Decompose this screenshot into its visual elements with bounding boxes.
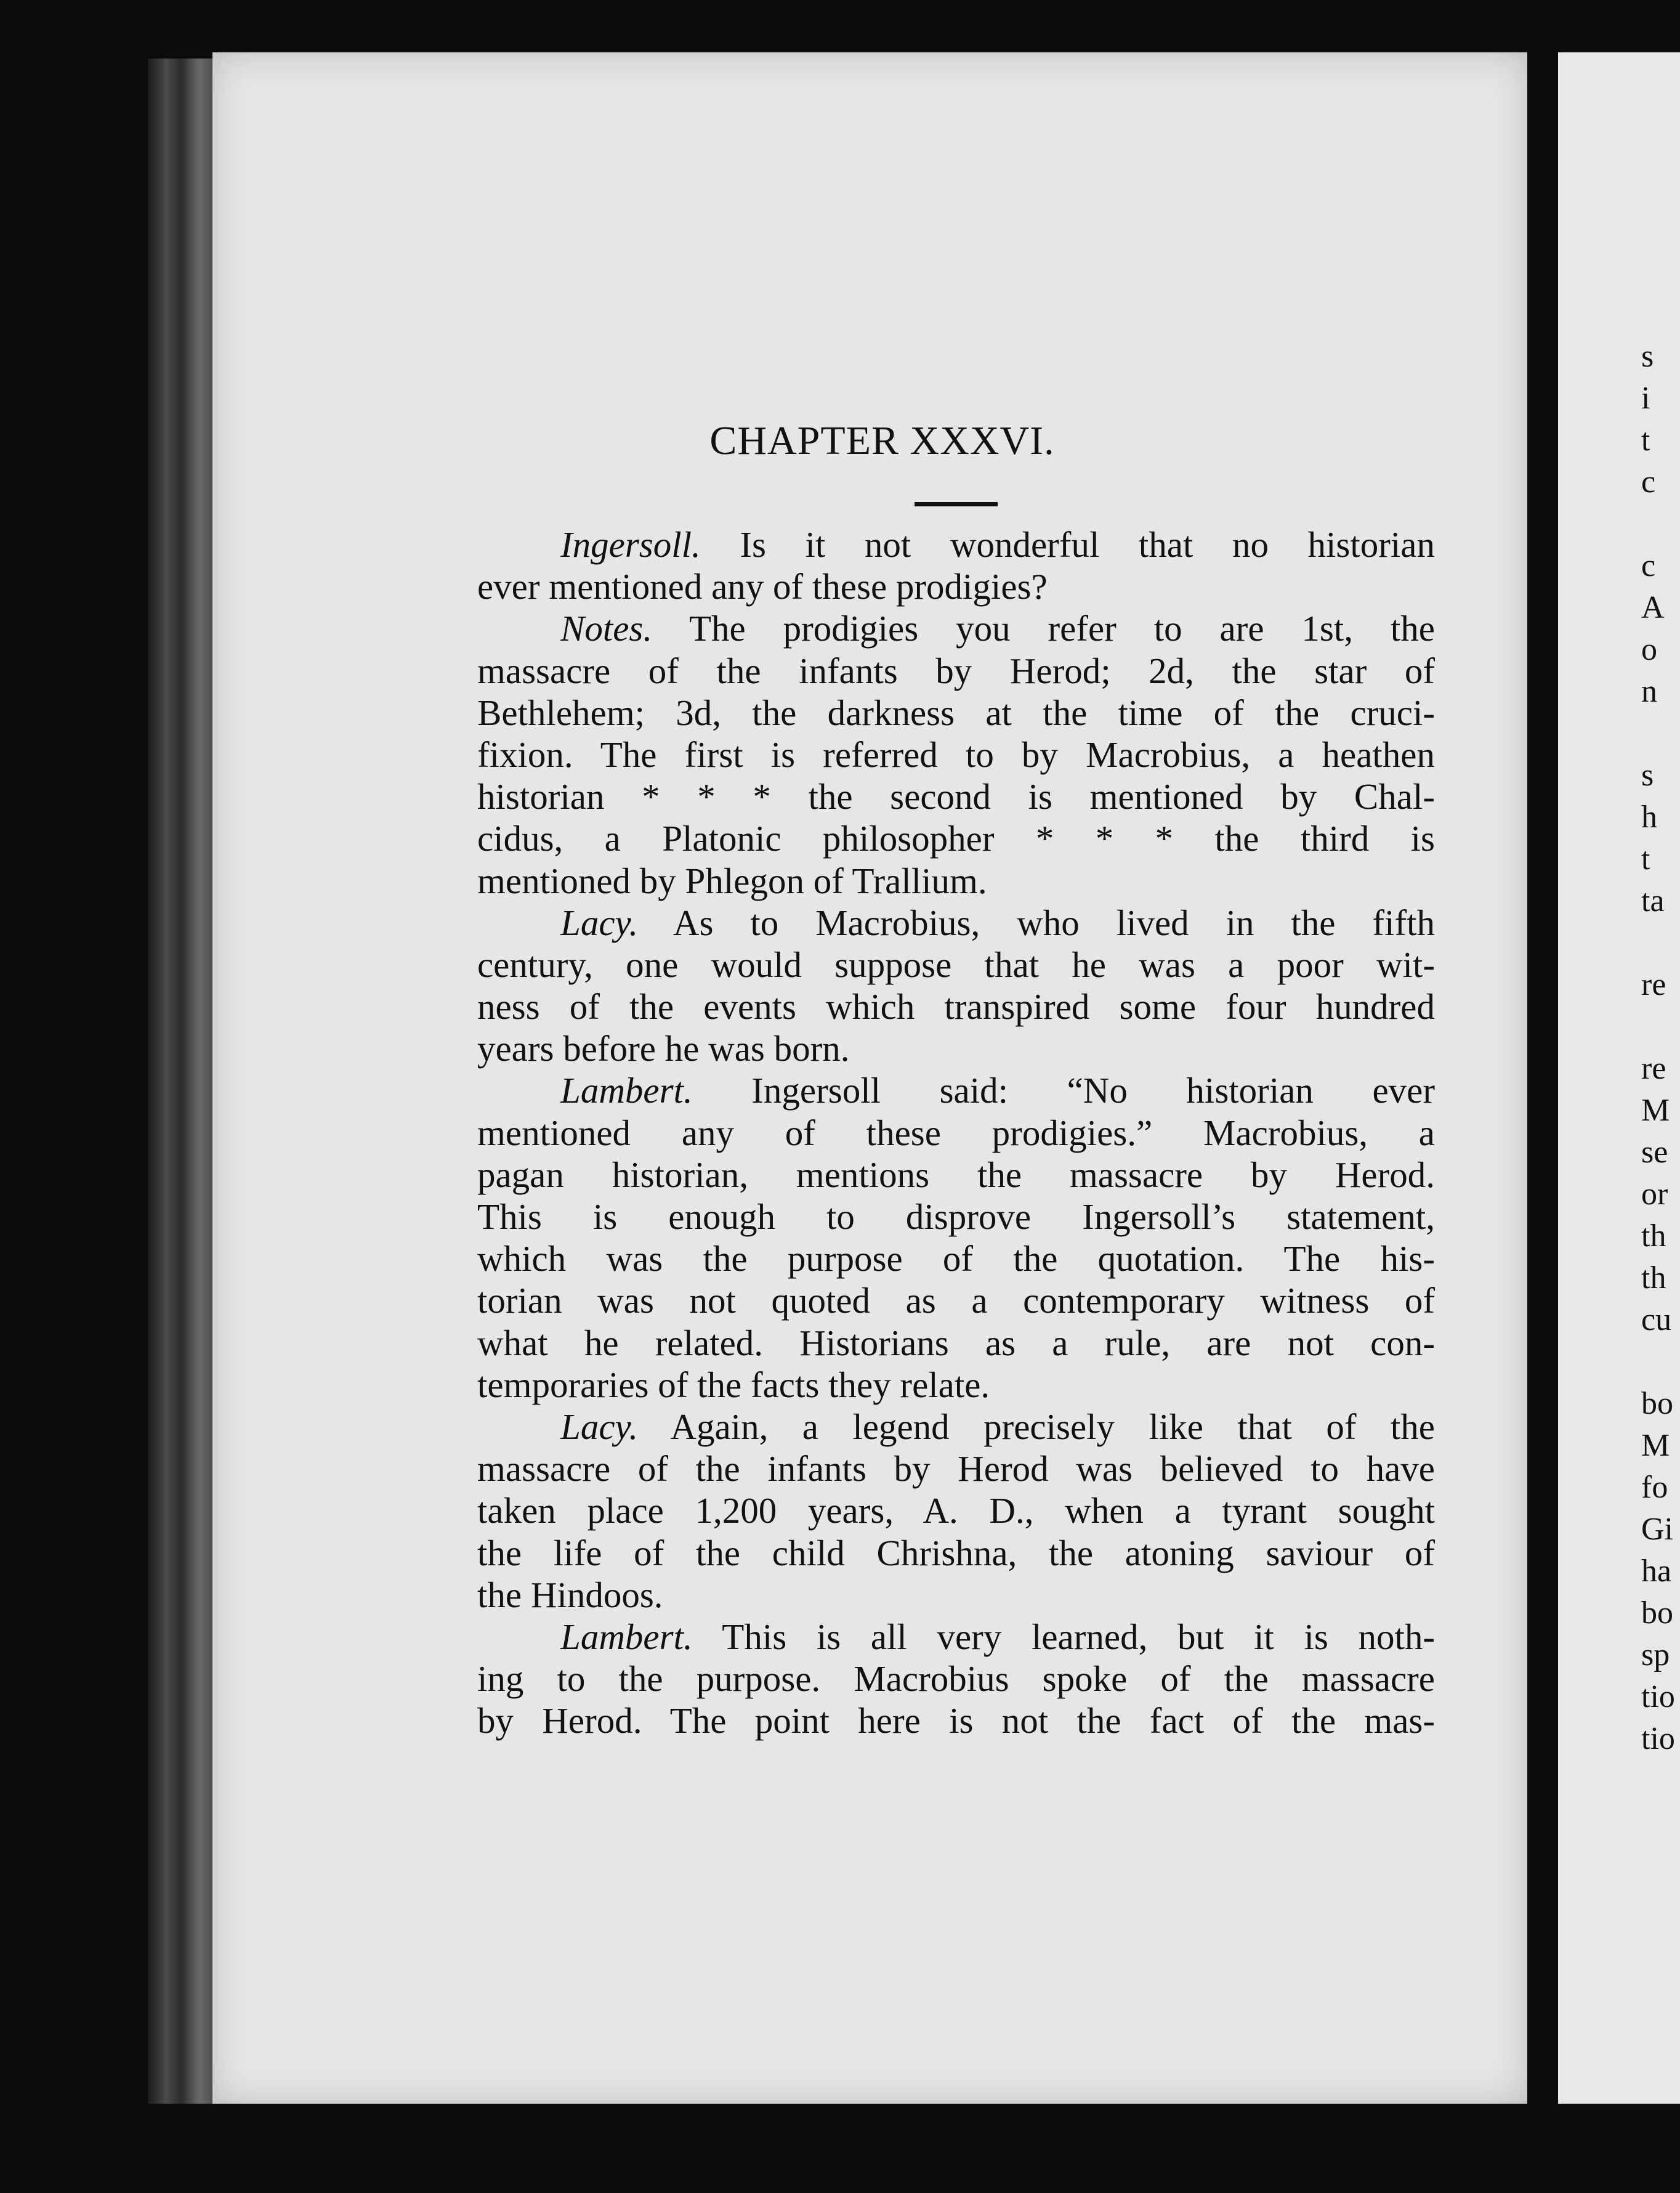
adjacent-fragment (1641, 713, 1675, 755)
line-text: what he related. Historians as a rule, are not con- (477, 1322, 1435, 1363)
line-text: The prodigies you refer to are 1st, the (652, 608, 1435, 649)
line-text: pagan historian, mentions the massacre by Herod. (477, 1154, 1435, 1195)
text-line (477, 734, 1435, 776)
line-text: torian was not quoted as a contemporary witness of (477, 1280, 1435, 1321)
line-text: ever mentioned any of these prodigies? (477, 566, 1048, 607)
text-line (477, 776, 1435, 817)
adjacent-fragment: re (1641, 1051, 1666, 1086)
line-text: Is it not wonderful that no historian (700, 524, 1435, 565)
line-text: Again, a legend precisely like that of the (638, 1406, 1435, 1447)
text-line (477, 1364, 1435, 1406)
text-line (477, 692, 1435, 734)
text-line (477, 860, 1435, 902)
adjacent-fragment: tio (1641, 1721, 1675, 1756)
adjacent-fragment: t (1641, 841, 1650, 877)
adjacent-fragment (1641, 503, 1675, 545)
line-text: temporaries of the facts they relate. (477, 1364, 990, 1405)
line-text: by Herod. The point here is not the fact of the mas- (477, 1700, 1435, 1741)
adjacent-fragment: th (1641, 1218, 1666, 1254)
adjacent-fragment: re (1641, 967, 1666, 1002)
adjacent-fragment: th (1641, 1260, 1666, 1295)
text-line (477, 1279, 1435, 1321)
line-text: fixion. The first is referred to by Macrobius, a heathen (477, 734, 1435, 775)
text-line (477, 902, 1435, 944)
adjacent-fragment: c (1641, 464, 1656, 500)
line-text: massacre of the infants by Herod was believed to have (477, 1448, 1435, 1490)
adjacent-fragment: t (1641, 423, 1650, 458)
adjacent-fragment: c (1641, 548, 1656, 583)
adjacent-fragment: n (1641, 674, 1657, 709)
adjacent-fragment: s (1641, 758, 1654, 793)
book-binding (148, 59, 222, 2104)
text-line (477, 1700, 1435, 1741)
text-line (477, 524, 1435, 565)
text-line (477, 1322, 1435, 1364)
text-line (477, 817, 1435, 859)
line-text: ness of the events which transpired some four hundred (477, 986, 1435, 1028)
text-line (477, 1112, 1435, 1154)
text-line (477, 1448, 1435, 1490)
text-line (477, 944, 1435, 986)
adjacent-fragment: M (1641, 1093, 1670, 1128)
adjacent-fragment: ta (1641, 883, 1665, 918)
adjacent-page-text (1641, 336, 1675, 1760)
text-line (477, 986, 1435, 1028)
speaker-name: Lambert. (560, 1070, 693, 1111)
text-line (477, 1490, 1435, 1531)
line-text: the life of the child Chrishna, the atoning saviour of (477, 1532, 1435, 1573)
line-text: This is all very learned, but it is noth- (692, 1616, 1435, 1657)
line-text: As to Macrobius, who lived in the fifth (638, 902, 1435, 943)
adjacent-fragment: or (1641, 1177, 1668, 1212)
adjacent-fragment: fo (1641, 1470, 1668, 1505)
text-line (477, 1238, 1435, 1279)
text-line (477, 1154, 1435, 1196)
line-text: century, one would suppose that he was a poor wit- (477, 944, 1435, 985)
adjacent-fragment: o (1641, 632, 1657, 667)
line-text: ing to the purpose. Macrobius spoke of the massacre (477, 1658, 1435, 1700)
adjacent-fragment: h (1641, 800, 1657, 835)
line-text: This is enough to disprove Ingersoll’s statement, (477, 1196, 1435, 1237)
chapter-title: CHAPTER XXXVI. (709, 418, 1055, 463)
text-line (477, 1532, 1435, 1574)
line-text: the Hindoos. (477, 1574, 663, 1615)
adjacent-fragment: cu (1641, 1302, 1672, 1337)
speaker-name: Notes. (560, 608, 653, 649)
speaker-name: Lambert. (560, 1616, 693, 1657)
text-line (477, 1658, 1435, 1700)
text-line (477, 650, 1435, 692)
adjacent-fragment: ha (1641, 1554, 1672, 1589)
adjacent-fragment: Gi (1641, 1512, 1673, 1547)
line-text: massacre of the infants by Herod; 2d, the star of (477, 650, 1435, 691)
adjacent-fragment (1641, 1341, 1675, 1383)
speaker-name: Lacy. (560, 902, 639, 943)
adjacent-fragment: A (1641, 590, 1665, 625)
adjacent-fragment: M (1641, 1428, 1670, 1463)
line-text: mentioned by Phlegon of Trallium. (477, 860, 987, 901)
line-text: cidus, a Platonic philosopher * * * the third is (477, 818, 1435, 859)
line-text: Ingersoll said: “No historian ever (692, 1070, 1435, 1111)
text-line (477, 1196, 1435, 1238)
speaker-name: Ingersoll. (560, 524, 701, 565)
adjacent-fragment: bo (1641, 1595, 1673, 1631)
text-line (477, 1574, 1435, 1616)
adjacent-fragment: bo (1641, 1386, 1673, 1421)
adjacent-fragment: i (1641, 381, 1650, 416)
text-line (477, 1028, 1435, 1069)
body-text (477, 524, 1435, 1741)
adjacent-fragment: se (1641, 1135, 1668, 1170)
line-text: years before he was born. (477, 1028, 850, 1069)
adjacent-fragment: sp (1641, 1637, 1670, 1672)
adjacent-fragment (1641, 1006, 1675, 1048)
text-line (477, 607, 1435, 649)
text-line (477, 1069, 1435, 1111)
adjacent-fragment (1641, 922, 1675, 964)
line-text: taken place 1,200 years, A. D., when a tyrant sought (477, 1490, 1435, 1531)
line-text: Bethlehem; 3d, the darkness at the time of the cruci- (477, 692, 1435, 733)
text-line (477, 565, 1435, 607)
text-line (477, 1616, 1435, 1658)
adjacent-fragment: tio (1641, 1679, 1675, 1714)
title-rule (915, 502, 998, 506)
line-text: historian * * * the second is mentioned by Chal- (477, 776, 1435, 817)
adjacent-fragment: s (1641, 339, 1654, 374)
text-line (477, 1406, 1435, 1448)
line-text: which was the purpose of the quotation. The his- (477, 1238, 1435, 1279)
speaker-name: Lacy. (560, 1406, 639, 1447)
line-text: mentioned any of these prodigies.” Macrobius, a (477, 1112, 1435, 1153)
